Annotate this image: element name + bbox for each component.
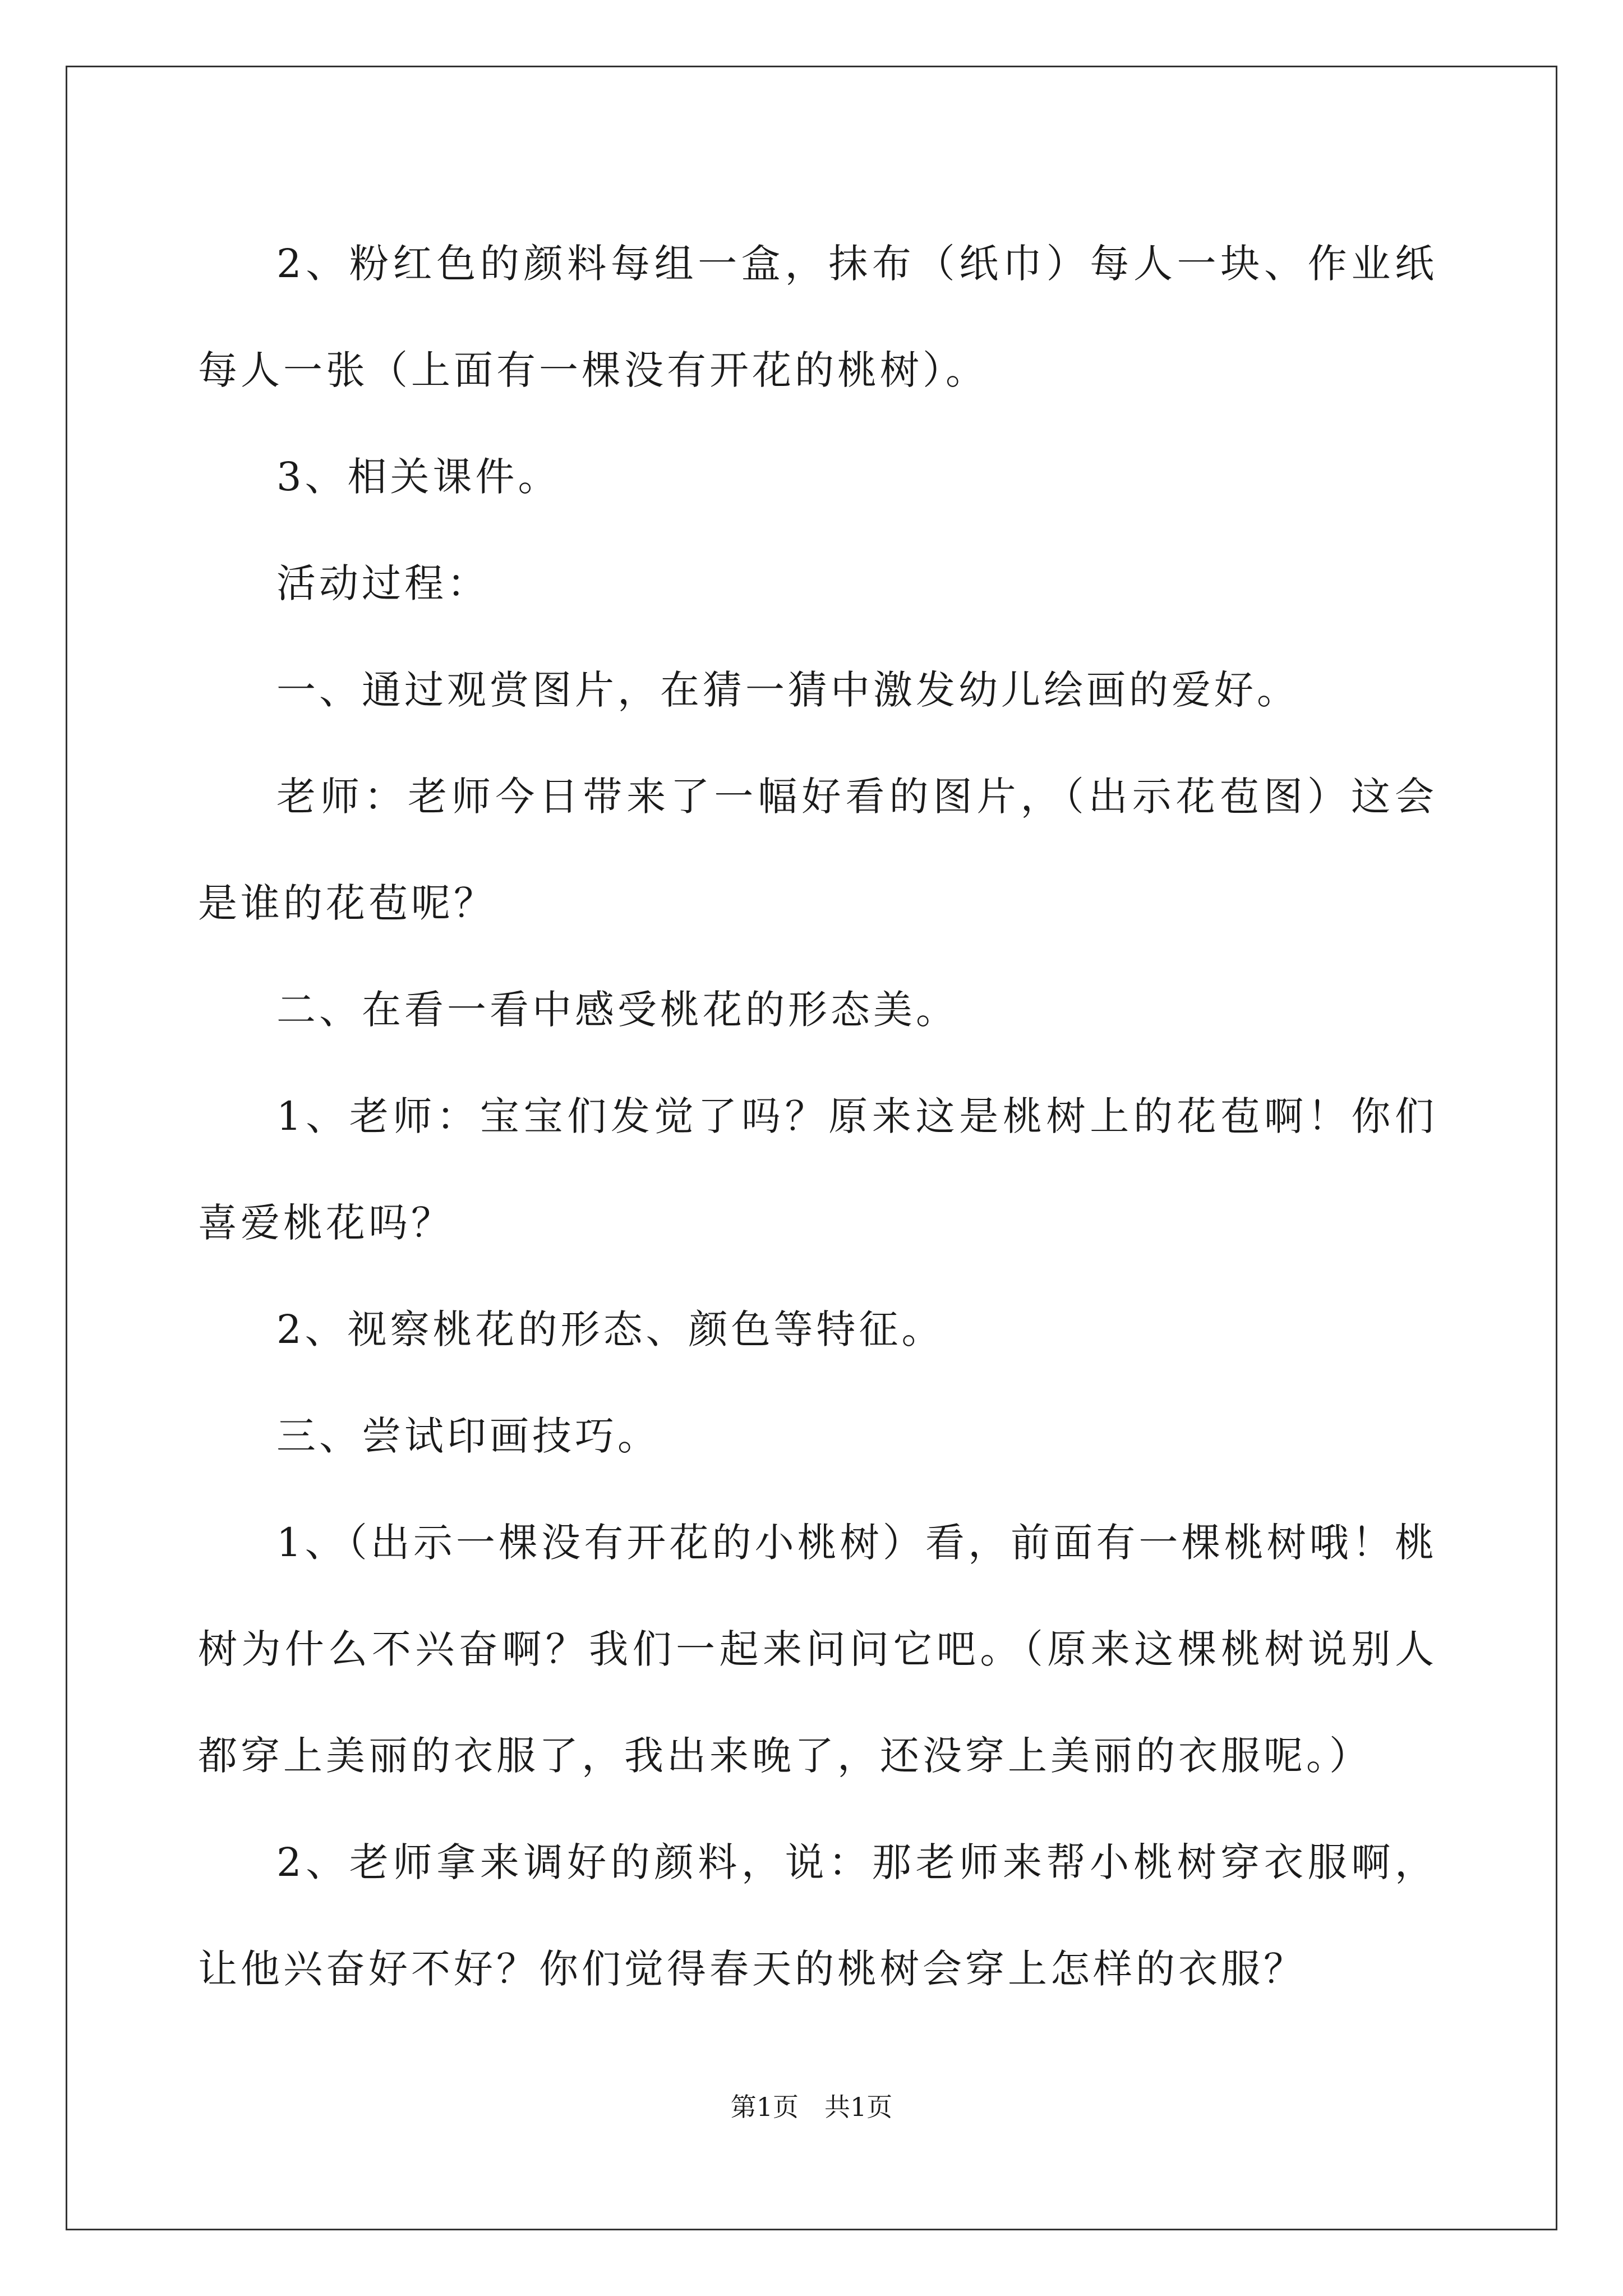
paragraph: 2、视察桃花的形态、颜色等特征。 bbox=[276, 1306, 944, 1352]
paragraph: 三、尝试印画技巧。 bbox=[276, 1413, 660, 1459]
paragraph: 一、通过观赏图片，在猜一猜中激发幼儿绘画的爱好。 bbox=[276, 667, 1299, 713]
paragraph: 1、（出示一棵没有开花的小桃树）看，前面有一棵桃树哦！桃树为什么不兴奋啊？我们一起来问问它吧。（原来这棵桃树说别人都穿上美丽的衣服了，我出来晚了，还没穿上美丽的衣服呢。） bbox=[198, 1520, 1437, 1779]
paragraph: 活动过程： bbox=[276, 560, 490, 606]
paragraph: 1、老师：宝宝们发觉了吗？原来这是桃树上的花苞啊！你们喜爱桃花吗？ bbox=[198, 1093, 1437, 1246]
paragraph: 2、老师拿来调好的颜料，说：那老师来帮小桃树穿衣服啊，让他兴奋好不好？你们觉得春天的桃树会穿上怎样的衣服？ bbox=[198, 1839, 1437, 1992]
paragraph: 老师：老师今日带来了一幅好看的图片，（出示花苞图）这会是谁的花苞呢？ bbox=[198, 774, 1437, 926]
paragraph: 2、粉红色的颜料每组一盒，抹布（纸巾）每人一块、作业纸每人一张（上面有一棵没有开花的桃树）。 bbox=[198, 241, 1437, 393]
paragraph: 二、在看一看中感受桃花的形态美。 bbox=[276, 987, 958, 1033]
paragraph: 3、相关课件。 bbox=[276, 454, 561, 500]
page-footer: 第1页 共1页 bbox=[730, 2092, 893, 2122]
document-body bbox=[198, 210, 1437, 2022]
